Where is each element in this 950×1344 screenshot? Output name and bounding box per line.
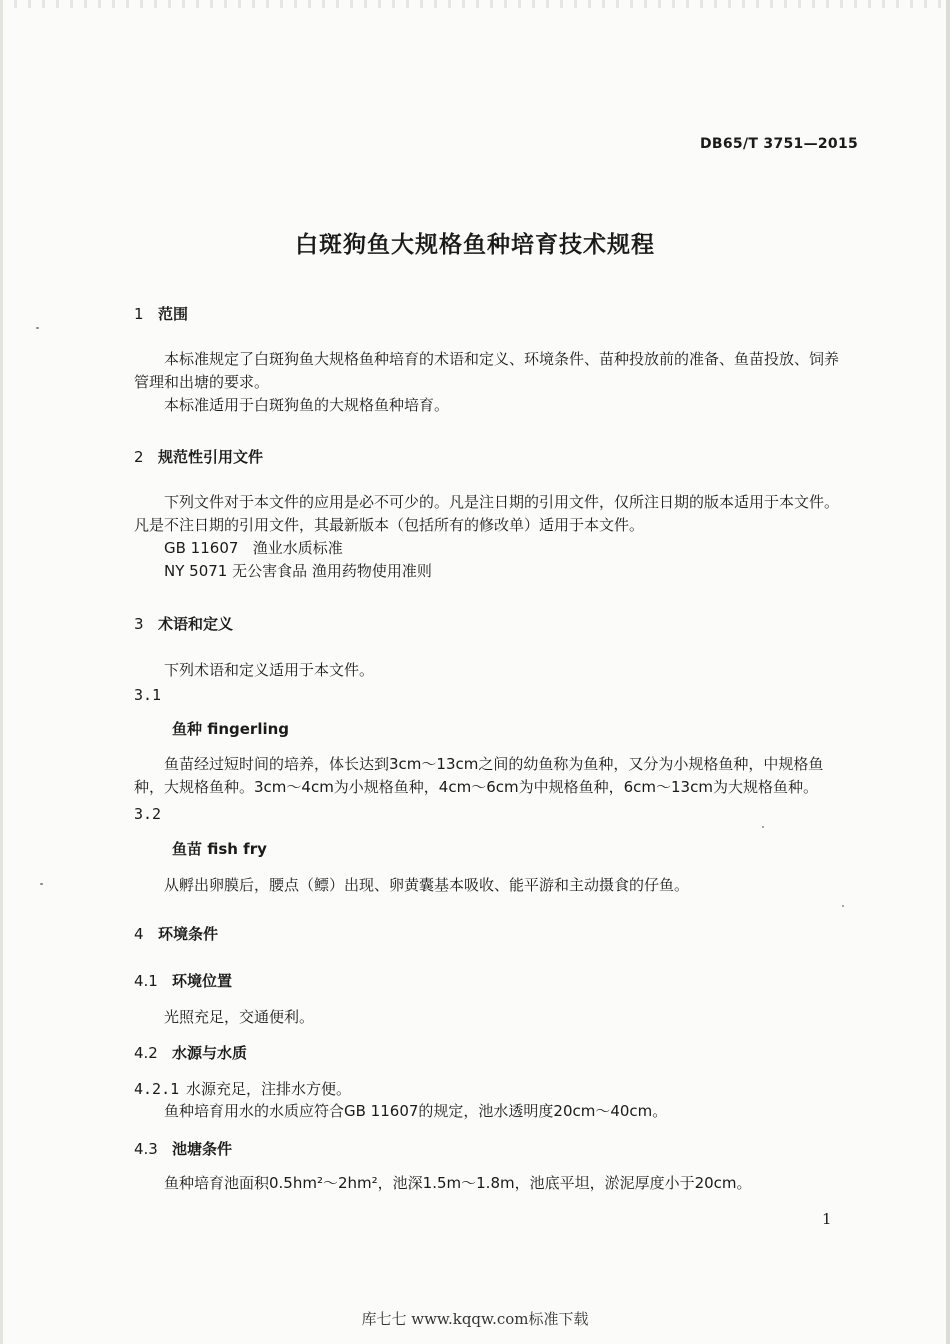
clause-number: 3.1 bbox=[134, 686, 162, 704]
term-heading: 鱼苗 fish fry bbox=[172, 840, 267, 858]
section-3-heading bbox=[134, 613, 233, 634]
scan-edge-right bbox=[946, 0, 950, 1344]
section-number: 3 bbox=[134, 615, 144, 633]
section-number: 1 bbox=[134, 305, 144, 323]
scan-edge-top bbox=[0, 0, 950, 8]
paragraph: 鱼苗经过短时间的培养，体长达到3cm～13cm之间的幼鱼称为鱼种，又分为小规格鱼种，中规格鱼种，大规格鱼种。3cm～4cm为小规格鱼种，4cm～6cm为中规格鱼种，6cm～13cm为大规格鱼种。 bbox=[134, 755, 824, 796]
section-number: 4.2 bbox=[134, 1044, 158, 1062]
subsection-4-1-heading bbox=[134, 970, 232, 991]
section-2-body bbox=[134, 491, 846, 583]
section-title: 术语和定义 bbox=[158, 615, 234, 633]
clause-number: 3.2 bbox=[134, 805, 162, 823]
paragraph: 水源充足，注排水方便。 bbox=[186, 1080, 352, 1098]
reference-item: GB 11607 渔业水质标准 bbox=[164, 539, 343, 557]
paragraph: 鱼种培育用水的水质应符合GB 11607的规定，池水透明度20cm～40cm。 bbox=[164, 1102, 668, 1120]
paragraph: 下列术语和定义适用于本文件。 bbox=[164, 661, 375, 679]
subsection-4-3-heading bbox=[134, 1138, 232, 1159]
section-number: 2 bbox=[134, 448, 144, 466]
clause-number: 4.2.1 bbox=[134, 1080, 180, 1098]
footer-watermark: 库七七 www.kqqw.com标准下载 bbox=[361, 1310, 589, 1328]
paragraph: 光照充足，交通便利。 bbox=[164, 1008, 315, 1026]
page-number: 1 bbox=[822, 1210, 832, 1228]
section-title: 水源与水质 bbox=[172, 1044, 248, 1062]
paragraph: 下列文件对于本文件的应用是必不可少的。凡是注日期的引用文件，仅所注日期的版本适用于本文件。凡是不注日期的引用文件，其最新版本（包括所有的修改单）适用于本文件。 bbox=[134, 493, 840, 534]
section-title: 环境位置 bbox=[172, 972, 233, 990]
reference-item: NY 5071 无公害食品 渔用药物使用准则 bbox=[164, 562, 432, 580]
section-number: 4 bbox=[134, 925, 144, 943]
section-title: 池塘条件 bbox=[172, 1140, 233, 1158]
scan-speck bbox=[40, 883, 43, 885]
clause-4-2-1 bbox=[134, 1078, 351, 1100]
paragraph: 本标准适用于白斑狗鱼的大规格鱼种培育。 bbox=[164, 396, 450, 414]
subsection-4-2-heading bbox=[134, 1042, 247, 1063]
scan-speck bbox=[36, 327, 39, 329]
section-2-heading bbox=[134, 446, 263, 467]
section-1-heading bbox=[134, 303, 188, 324]
section-number: 4.1 bbox=[134, 972, 158, 990]
section-title: 范围 bbox=[158, 305, 189, 323]
section-4-heading bbox=[134, 923, 218, 944]
section-1-body bbox=[134, 348, 846, 417]
section-title: 环境条件 bbox=[158, 925, 219, 943]
paragraph: 本标准规定了白斑狗鱼大规格鱼种培育的术语和定义、环境条件、苗种投放前的准备、鱼苗投放、饲养管理和出塘的要求。 bbox=[134, 350, 840, 391]
scan-speck bbox=[842, 905, 844, 907]
scan-speck bbox=[762, 826, 764, 828]
section-number: 4.3 bbox=[134, 1140, 158, 1158]
standard-code: DB65/T 3751—2015 bbox=[700, 136, 859, 152]
scan-edge-left bbox=[0, 0, 3, 1344]
section-title: 规范性引用文件 bbox=[158, 448, 264, 466]
paragraph: 从孵出卵膜后，腰点（鳔）出现、卵黄囊基本吸收、能平游和主动摄食的仔鱼。 bbox=[164, 876, 690, 894]
paragraph: 鱼种培育池面积0.5hm²～2hm²，池深1.5m～1.8m，池底平坦，淤泥厚度小于20cm。 bbox=[164, 1174, 752, 1192]
document-title: 白斑狗鱼大规格鱼种培育技术规程 bbox=[295, 232, 655, 258]
term-heading: 鱼种 fingerling bbox=[172, 720, 290, 738]
term-definition bbox=[134, 753, 846, 799]
